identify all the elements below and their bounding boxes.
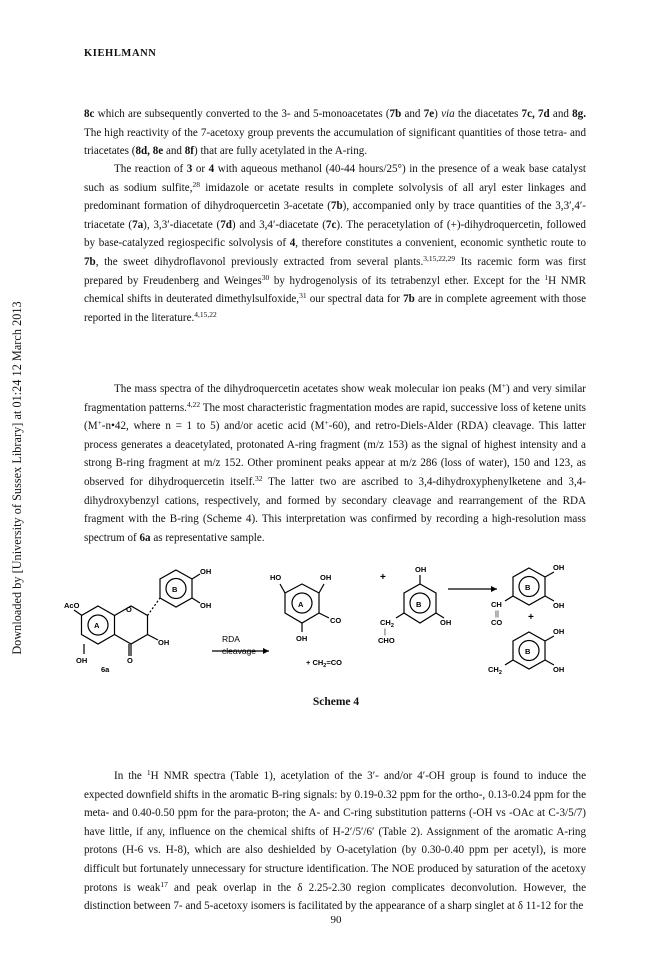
ring-label-a: A <box>94 621 100 630</box>
plus-sign: + <box>380 572 386 583</box>
page-number: 90 <box>330 914 342 926</box>
label-carbonyl-o: O <box>127 656 133 665</box>
citation: 28 <box>192 179 200 189</box>
rda-label: RDA <box>222 634 240 644</box>
running-head: KIEHLMANN <box>84 48 157 59</box>
paragraph-solvolysis: The reaction of 3 or 4 with aqueous methanol (40-44 hours/25°) in the presence of a weak base catalyst such as sodium sulfite,$^{28}$ imidazole or acetate results in complete solvolysis of all aryl ester linkages and predominant formation of dihydroquercetin 3-acetate (7b), accompanied only by trace quantities of the 3,3′,4′-triacetate (7a), 3,3′-diacetate (7d) and 3,4′-diacetate (7c). The peracetylation of (+)-dihydroquercetin, followed by base-catalyzed regiospecific solvolysis of 4, therefore constitutes a convenient, economic synthetic route to 7b, the sweet dihydroflavonol previously extracted from several plants.$^{3,15,22,29}$ Its racemic form was first prepared by Freudenberg and Weinges$^{30}$ by hydrogenolysis of its tetrabenzyl ether. Except for the $^1$H NMR chemical shifts in deuterated dimethylsulfoxide,$^{31}$ our spectral data for 7b are in complete agreement with those reported in the literature.$^{4,15,22}$ <box>84 163 587 324</box>
ring-label-o: O <box>126 605 132 614</box>
ketene-ch2-label: + $CH_2=CO$ <box>306 658 342 669</box>
label-oh-b-top: OH <box>415 565 427 574</box>
label-oh-3: OH <box>158 638 170 647</box>
scheme-title: Scheme 4 <box>312 696 360 708</box>
label-oh-lr-top: OH <box>553 627 565 636</box>
citation: 3,15,22,29 <box>423 253 456 263</box>
double-bond-glyph: || <box>495 609 499 618</box>
scheme-4-diagram <box>64 562 594 687</box>
label-cho: CHO <box>378 636 395 645</box>
label-oh-a: OH <box>320 573 332 582</box>
label-oh-b-right: OH <box>440 618 452 627</box>
cleavage-label: cleavage <box>222 646 257 656</box>
label-oh-lr-bottom: OH <box>553 665 565 674</box>
label-oh-3prime: OH <box>200 567 212 576</box>
download-watermark: Downloaded by [University of Sussex Library] at 01:24 12 March 2013 <box>10 301 24 655</box>
label-oh-5: OH <box>76 656 88 665</box>
citation: 30 <box>261 272 270 282</box>
label-oh-4prime: OH <box>200 601 212 610</box>
citation: 32 <box>255 473 263 483</box>
plus-sign-right: + <box>528 612 534 623</box>
ring-label-b-benzyl: B <box>525 647 531 656</box>
citation: 4,22 <box>186 399 201 409</box>
ring-label-b-ketene: B <box>525 583 531 592</box>
citation: 31 <box>299 291 307 301</box>
label-oh-ur-top: OH <box>553 563 565 572</box>
single-bond-glyph: | <box>384 627 386 636</box>
paragraph-continuation: 8c which are subsequently converted to the 3- and 5-monoacetates (7b and 7e) via the diacetates 7c, 7d and 8g. The high reactivity of the 7-acetoxy group prevents the accumulation of significant quantities of those tetra- and triacetates (8d, 8e and 8f) that are fully acetylated in the A-ring. <box>84 108 586 158</box>
label-aco: AcO <box>64 601 80 610</box>
ring-label-b-fragment: B <box>416 600 422 609</box>
compound-6a-label: 6a <box>101 665 110 674</box>
paragraph-nmr: In the $^1$H NMR spectra (Table 1), acetylation of the 3′- and/or 4′-OH group is found to induce the expected downfield shifts in the aromatic B-ring signals: by 0.19-0.32 ppm for the ortho-, 0.13-0.24 ppm for the meta- and 0.40-0.50 ppm for the para-proton; the A- and C-ring substitution patterns (-OH vs -OAc at C-3/5/7) have little, if any, influence on the chemical shifts of H-2′/5′/6′ (Table 2). Assignment of the aromatic A-ring protons (H-6 vs. H-8), which are also deshielded by O-acetylation (by 0.30-0.40 ppm per acetyl), is more difficult but fortunately unnecessary for structure identification. The NOE produced by saturation of the acetoxy protons is weak$^{17}$ and peak overlap in the δ 2.25-2.30 region complicates deconvolution. However, the distinction between 7- and 5-acetoxy isomers is facilitated by the appearance of a sharp singlet at δ 11-12 for the <box>84 768 587 913</box>
ring-label-a-fragment: A <box>298 600 304 609</box>
citation: 4,15,22 <box>194 309 217 319</box>
citation: 17 <box>160 879 168 889</box>
label-oh-a-bottom: OH <box>296 634 308 643</box>
label-co: CO <box>330 616 342 625</box>
label-co-ketene: CO <box>491 618 503 627</box>
label-ho: HO <box>270 573 282 582</box>
label-oh-ur-bottom: OH <box>553 601 565 610</box>
paragraph-mass-spectra: The mass spectra of the dihydroquercetin acetates show weak molecular ion peaks (M+) and very similar fragmentation patterns.$^{4,22}$ The most characteristic fragmentation modes are rapid, successive loss of ketene units (M+-n•42, where n = 1 to 5) and/or acetic acid (M+-60), and retro-Diels-Alder (RDA) cleavage. This latter process generates a deacetylated, protonated A-ring fragment (m/z 153) as the signal of highest intensity and a strong B-ring fragment at m/z 152. Other prominent peaks appear at m/z 286 (loss of water), 150 and 123, as observed for dihydroquercetin itself.$^{32}$ The latter two are ascribed to 3,4-dihydroxyphenylketene and 3,4-dihydroxybenzyl cations, respectively, and formed by secondary cleavage and rearrangement of the RDA fragment with the B-ring (Scheme 4). This interpretation was confirmed by recording a high-resolution mass spectrum of 6a as representative sample. <box>84 381 586 544</box>
label-ch-ketene: CH <box>491 600 502 609</box>
ring-label-b: B <box>172 585 178 594</box>
label-ch2-benzyl: $CH_2$ <box>488 665 502 676</box>
label-ch2-b: $CH_2$ <box>380 618 394 629</box>
